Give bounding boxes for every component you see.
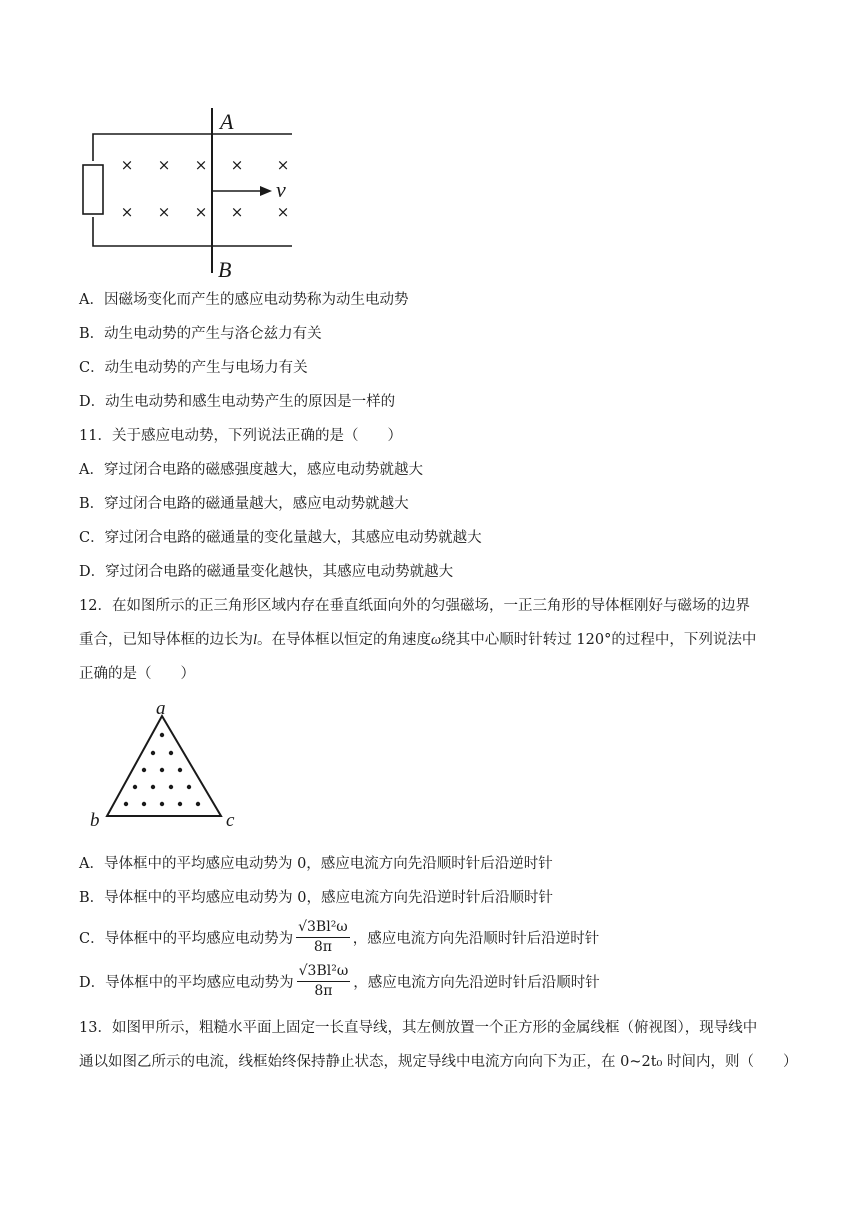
q10-option-b: B．动生电动势的产生与洛仑兹力有关 xyxy=(79,326,322,342)
label-a-top: A xyxy=(220,109,234,134)
q11-option-b: B．穿过闭合电路的磁通量越大，感应电动势就越大 xyxy=(79,496,409,512)
field-dot xyxy=(187,785,191,789)
field-cross: × xyxy=(230,156,244,174)
field-cross: × xyxy=(194,156,208,174)
field-dot xyxy=(196,802,200,806)
field-cross: × xyxy=(120,156,134,174)
field-cross: × xyxy=(276,203,290,221)
circuit-wire-bottom xyxy=(93,217,292,246)
label-a: a xyxy=(156,698,166,719)
var-omega: ω xyxy=(431,632,442,648)
field-dot xyxy=(169,785,173,789)
q11-stem: 11．关于感应电动势，下列说法正确的是（ ） xyxy=(79,428,402,444)
field-dot xyxy=(142,802,146,806)
triangle-field-figure xyxy=(85,698,245,833)
q10-option-c: C．动生电动势的产生与电场力有关 xyxy=(79,360,308,376)
field-dot xyxy=(169,751,173,755)
q11-option-a: A．穿过闭合电路的磁感强度越大，感应电动势就越大 xyxy=(79,462,423,478)
emf-fraction: $\frac{\text{√3Bl²ω}}{8\pi}$ xyxy=(298,963,349,999)
field-dot xyxy=(142,768,146,772)
label-velocity: v xyxy=(276,177,286,202)
q12-stem-line3: 正确的是（ ） xyxy=(79,666,195,682)
field-dot xyxy=(151,751,155,755)
field-dot xyxy=(160,768,164,772)
field-cross: × xyxy=(276,156,290,174)
field-dot xyxy=(160,733,164,737)
q12-stem-line1: 12．在如图所示的正三角形区域内存在垂直纸面向外的匀强磁场，一正三角形的导体框刚好与磁场的边界 xyxy=(79,598,750,614)
q13-stem-line1: 13．如图甲所示，粗糙水平面上固定一长直导线，其左侧放置一个正方形的金属线框（俯视图），现导线中 xyxy=(79,1020,758,1036)
q12-option-a: A．导体框中的平均感应电动势为 0，感应电流方向先沿顺时针后沿逆时针 xyxy=(79,856,553,872)
velocity-arrowhead xyxy=(260,186,272,196)
q12-option-b: B．导体框中的平均感应电动势为 0，感应电流方向先沿逆时针后沿顺时针 xyxy=(79,890,553,906)
field-cross: × xyxy=(230,203,244,221)
q12-stem-line2: 重合，已知导体框的边长为l。在导体框以恒定的角速度ω绕其中心顺时针转过 120°的过程中，下列说法中 xyxy=(79,632,757,648)
emf-fraction: $\frac{\text{√3Bl²ω}}{8\pi}$ xyxy=(298,919,348,955)
q11-option-c: C．穿过闭合电路的磁通量的变化量越大，其感应电动势就越大 xyxy=(79,530,482,546)
label-c: c xyxy=(226,810,235,831)
q13-stem-line2: 通以如图乙所示的电流，线框始终保持静止状态，规定导线中电流方向向下为正，在 0~2t₀ 时间内，则（ ） xyxy=(79,1054,798,1070)
label-b-bottom: B xyxy=(218,257,232,280)
field-dot xyxy=(124,802,128,806)
rail-circuit-figure xyxy=(75,105,305,280)
field-dot xyxy=(160,802,164,806)
q12-option-c: C．导体框中的平均感应电动势为 $\frac{\text{√3Bl²ω}}{8\pi}$ ，感应电流方向先沿顺时针后沿逆时针 xyxy=(79,919,600,955)
field-dot xyxy=(151,785,155,789)
field-cross: × xyxy=(120,203,134,221)
field-dot xyxy=(178,802,182,806)
field-dot xyxy=(133,785,137,789)
q10-option-d: D．动生电动势和感生电动势产生的原因是一样的 xyxy=(79,394,396,410)
q12-option-d: D．导体框中的平均感应电动势为 $\frac{\text{√3Bl²ω}}{8\pi}$ ，感应电流方向先沿逆时针后沿顺时针 xyxy=(79,963,600,999)
field-cross: × xyxy=(194,203,208,221)
var-l: l xyxy=(253,632,258,648)
magnetic-field-dots xyxy=(124,733,200,806)
triangle-frame xyxy=(107,716,221,816)
field-cross: × xyxy=(157,156,171,174)
resistor xyxy=(83,165,103,214)
q11-option-d: D．穿过闭合电路的磁通量变化越快，其感应电动势就越大 xyxy=(79,564,454,580)
q10-option-a: A．因磁场变化而产生的感应电动势称为动生电动势 xyxy=(79,292,409,308)
field-dot xyxy=(178,768,182,772)
label-b: b xyxy=(90,810,100,831)
field-cross: × xyxy=(157,203,171,221)
